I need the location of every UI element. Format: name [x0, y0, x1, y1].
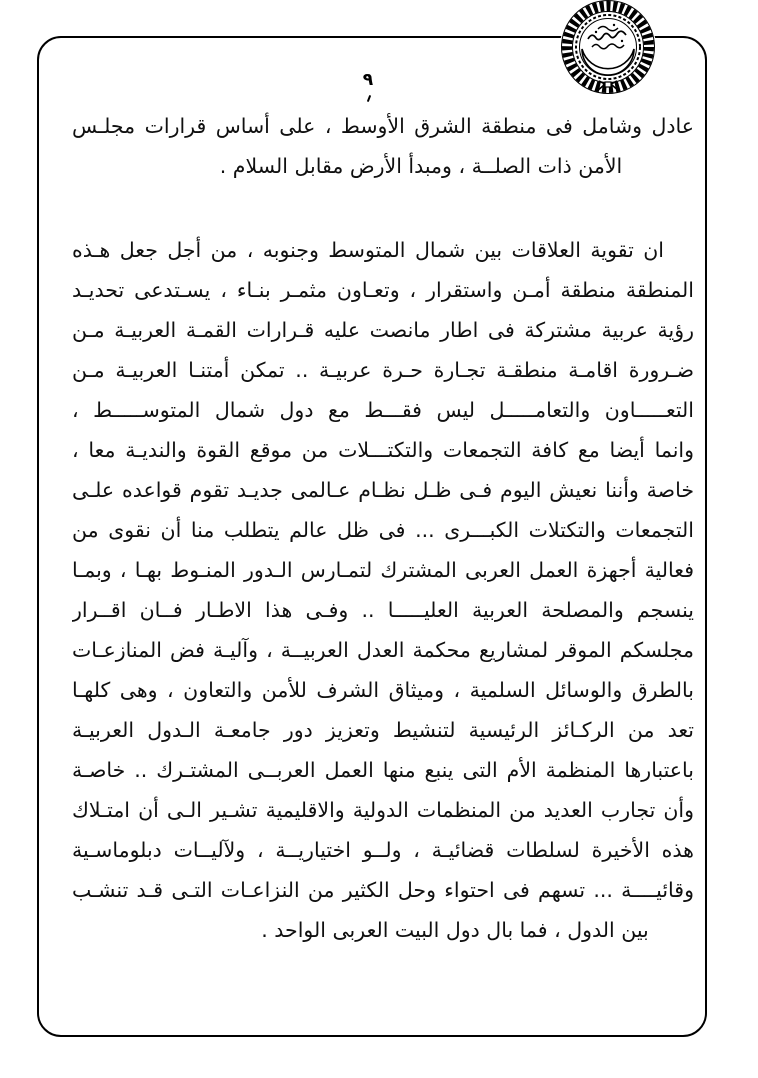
arab-league-emblem-icon — [558, 0, 658, 97]
text-line: عادل وشامل فى منطقة الشرق الأوسط ، على أساس قرارات مجلـس — [72, 114, 694, 138]
text-line: ينسجم والمصلحة العربية العليـــــا .. وفـى هذا الاطـار فــان اقــرار — [72, 598, 694, 622]
text-line: هذه الأخيرة لسلطات قضائيـة ، ولــو اختياريــة ، ولآليــات دبلوماسـية — [72, 838, 694, 862]
text-line: التعـــــاون والتعامـــــل ليس فقـــط مع دول شمال المتوســـــط ، — [72, 398, 694, 422]
page-number: ٩ — [362, 70, 374, 90]
text-line: وقائيــــة ... تسهم فى احتواء وحل الكثير من النزاعـات التـى قـد تنشـب — [72, 878, 694, 902]
text-line: فعالية أجهزة العمل العربى المشترك لتمـارس الـدور المنـوط بهـا ، وبمـا — [72, 558, 694, 582]
body-text — [72, 106, 694, 950]
text-line: مجلسكم الموقر لمشاريع محكمة العدل العربيــة ، وآليـة فض المنازعـات — [72, 638, 694, 662]
text-line: وانما أيضا مع كافة التجمعات والتكتـــلات من موقع القوة والنديـة معا ، — [72, 438, 694, 462]
text-line: باعتبارها المنظمة الأم التى ينبع منها العمل العربــى المشتـرك .. خاصـة — [72, 758, 694, 782]
text-line: تعد من الركـائز الرئيسية لتنشيط وتعزيز دور جامعـة الـدول العربيـة — [72, 718, 694, 742]
paragraph — [72, 106, 694, 186]
text-line: بالطرق والوسائل السلمية ، وميثاق الشرف للأمن والتعاون ، وهى كلهـا — [72, 678, 694, 702]
paragraph — [72, 230, 694, 950]
text-line: الأمن ذات الصلــة ، ومبدأ الأرض مقابل السلام . — [219, 154, 623, 178]
text-line: ان تقوية العلاقات بين شمال المتوسط وجنوبه ، من أجل جعل هـذه — [72, 238, 664, 262]
text-line: ضـرورة اقامـة منطقـة تجـارة حـرة عربيـة .. تمكن أمتنـا العربيـة مـن — [72, 358, 694, 382]
text-line: بين الدول ، فما بال دول البيت العربى الواحد . — [261, 918, 649, 942]
text-line: وأن تجارب العديد من المنظمات الدولية والاقليمية تشـير الـى أن امتـلاك — [72, 798, 694, 822]
text-line: رؤية عربية مشتركة فى اطار مانصت عليه قـرارات القمـة العربيـة مـن — [72, 318, 694, 342]
text-line: خاصة وأننا نعيش اليوم فـى ظـل نظـام عـالمى جديـد تقوم قواعده علـى — [72, 478, 694, 502]
text-line: التجمعات والتكتلات الكبـــرى ... فى ظل عالم يتطلب منا أن نقوى من — [72, 518, 694, 542]
text-line: المنطقة منطقة أمـن واستقرار ، وتعـاون مثمـر بنـاء ، يسـتدعى تحديـد — [72, 278, 694, 302]
paragraph-gap — [72, 186, 694, 230]
